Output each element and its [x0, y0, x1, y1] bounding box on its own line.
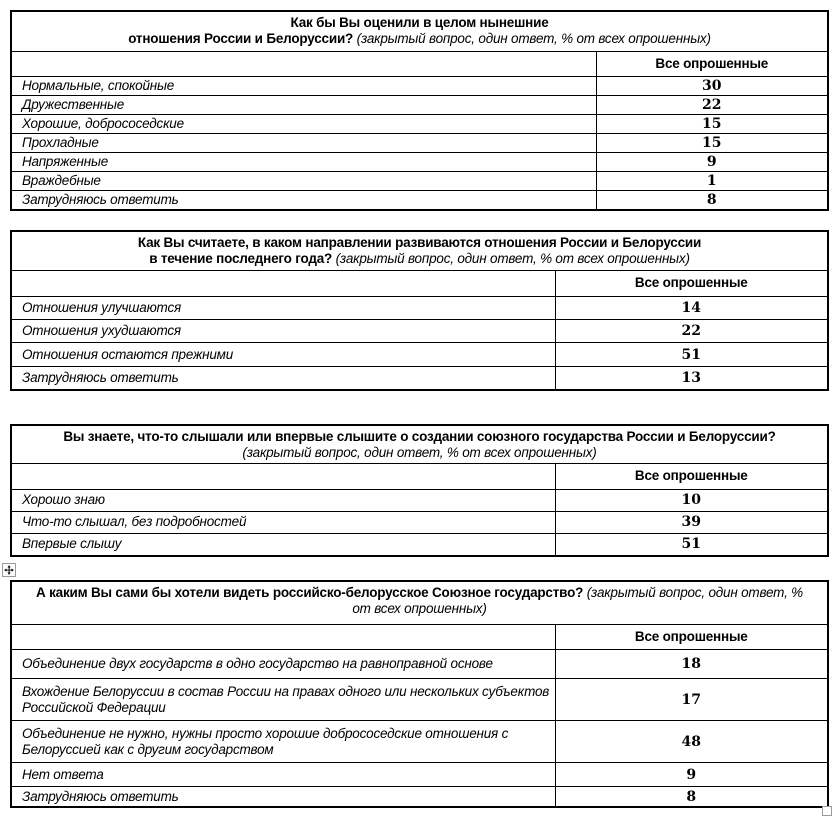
- caption-row: [11, 425, 828, 464]
- column-header-cell[interactable]: [596, 52, 828, 77]
- caption-line: [16, 31, 823, 47]
- table-row: [11, 115, 828, 134]
- answer-option-label: Отношения остаются прежними: [22, 346, 233, 362]
- table-row: [11, 533, 828, 556]
- caption-note-text: от всех опрошенных): [352, 601, 487, 616]
- answer-option-label: Затрудняюсь ответить: [22, 788, 179, 804]
- answer-label-cell[interactable]: [11, 115, 596, 134]
- column-header-label: Все опрошенные: [655, 56, 769, 71]
- table-row: [11, 172, 828, 191]
- caption-note-text: (закрытый вопрос, один ответ, % от всех опрошенных): [353, 31, 711, 46]
- table-caption[interactable]: [11, 425, 828, 464]
- answer-option-label: Дружественные: [22, 97, 125, 112]
- answer-percent-value: 17: [681, 691, 701, 708]
- caption-line: [16, 429, 823, 445]
- table-row: [11, 77, 828, 96]
- table-row: [11, 320, 828, 343]
- empty-header-cell[interactable]: [11, 271, 555, 297]
- answer-option-label: Объединение двух государств в одно государство на равноправной основе: [22, 656, 493, 671]
- caption-line: [16, 15, 823, 31]
- table-row: [11, 511, 828, 533]
- answer-percent-value: 13: [681, 369, 701, 386]
- table-row: [11, 490, 828, 512]
- answer-value-cell[interactable]: [555, 343, 828, 366]
- caption-line: [16, 251, 823, 267]
- answer-percent-value: 15: [702, 135, 722, 151]
- answer-option-label: Затрудняюсь ответить: [22, 192, 179, 207]
- caption-question-text: Вы знаете, что-то слышали или впервые слышите о создании союзного государства России и Белоруссии?: [63, 429, 776, 444]
- answer-option-label: Прохладные: [22, 135, 99, 150]
- answer-label-cell[interactable]: [11, 191, 596, 211]
- answer-value-cell[interactable]: [555, 533, 828, 556]
- answer-percent-value: 18: [681, 656, 701, 672]
- answer-label-cell[interactable]: [11, 134, 596, 153]
- column-header-row: [11, 52, 828, 77]
- table-row: [11, 787, 828, 808]
- answer-label-cell[interactable]: [11, 320, 555, 343]
- table-row: [11, 153, 828, 172]
- answer-label-cell[interactable]: [11, 511, 555, 533]
- answer-percent-value: 10: [681, 492, 701, 509]
- column-header-row: [11, 625, 828, 650]
- answer-option-label: Хорошие, добрососедские: [22, 116, 184, 131]
- column-header-label: Все опрошенные: [634, 275, 748, 290]
- caption-question-text: отношения России и Белоруссии?: [128, 31, 354, 46]
- four-way-arrow-icon: [4, 565, 14, 575]
- table-caption[interactable]: [11, 11, 828, 52]
- answer-label-cell[interactable]: [11, 172, 596, 191]
- answer-option-label: Что-то слышал, без подробностей: [22, 514, 247, 530]
- empty-header-cell[interactable]: [11, 52, 596, 77]
- answer-label-cell[interactable]: [11, 721, 555, 763]
- answer-label-cell[interactable]: [11, 297, 555, 320]
- answer-value-cell[interactable]: [596, 96, 828, 115]
- answer-percent-value: 8: [706, 192, 717, 208]
- answer-option-label: Объединение не нужно, нужны просто хорошие добрососедские отношения с Белоруссией как с другим государством: [22, 725, 509, 757]
- answer-label-cell[interactable]: [11, 650, 555, 679]
- answer-value-cell[interactable]: [555, 679, 828, 721]
- answer-percent-value: 14: [681, 300, 701, 317]
- caption-note-text: (закрытый вопрос, один ответ, %: [583, 585, 803, 600]
- answer-value-cell[interactable]: [596, 172, 828, 191]
- caption-question-text: Как Вы считаете, в каком направлении развиваются отношения России и Белоруссии: [137, 235, 702, 250]
- answer-percent-value: 9: [686, 766, 697, 783]
- answer-value-cell[interactable]: [555, 366, 828, 390]
- table-resize-handle[interactable]: [822, 806, 832, 816]
- answer-percent-value: 22: [681, 323, 701, 340]
- answer-percent-value: 51: [681, 536, 701, 553]
- answer-value-cell[interactable]: [555, 787, 828, 808]
- answer-percent-value: 39: [681, 514, 701, 531]
- caption-question-text: в течение последнего года?: [149, 251, 333, 266]
- answer-value-cell[interactable]: [596, 191, 828, 211]
- answer-value-cell[interactable]: [596, 115, 828, 134]
- answer-option-label: Нормальные, спокойные: [22, 78, 175, 93]
- answer-value-cell[interactable]: [555, 650, 828, 679]
- answer-value-cell[interactable]: [596, 77, 828, 96]
- column-header-row: [11, 271, 828, 297]
- table-caption[interactable]: [11, 581, 828, 625]
- answer-option-label: Враждебные: [22, 173, 101, 188]
- caption-row: [11, 231, 828, 271]
- answer-option-label: Напряженные: [22, 154, 108, 169]
- survey-table-desired-union-state: [10, 580, 829, 808]
- answer-value-cell[interactable]: [555, 320, 828, 343]
- table-row: [11, 366, 828, 390]
- caption-note-text: (закрытый вопрос, один ответ, % от всех опрошенных): [332, 251, 690, 266]
- answer-value-cell[interactable]: [555, 721, 828, 763]
- answer-label-cell[interactable]: [11, 366, 555, 390]
- column-header-cell[interactable]: [555, 464, 828, 490]
- answer-label-cell[interactable]: [11, 787, 555, 808]
- answer-label-cell[interactable]: [11, 77, 596, 96]
- survey-table-current-relations: [10, 10, 829, 211]
- answer-percent-value: 15: [702, 116, 722, 132]
- answer-option-label: Затрудняюсь ответить: [22, 369, 179, 385]
- caption-note-text: (закрытый вопрос, один ответ, % от всех опрошенных): [242, 445, 597, 460]
- caption-row: [11, 11, 828, 52]
- table-row: [11, 650, 828, 679]
- answer-label-cell[interactable]: [11, 343, 555, 366]
- answer-value-cell[interactable]: [596, 153, 828, 172]
- answer-percent-value: 1: [706, 173, 717, 189]
- answer-label-cell[interactable]: [11, 153, 596, 172]
- answer-option-label: Отношения улучшаются: [22, 300, 182, 316]
- answer-percent-value: 22: [702, 97, 722, 113]
- answer-label-cell[interactable]: [11, 679, 555, 721]
- survey-table-union-state-awareness: [10, 424, 829, 557]
- answer-label-cell[interactable]: [11, 763, 555, 787]
- table-row: [11, 96, 828, 115]
- answer-option-label: Отношения ухудшаются: [22, 323, 181, 339]
- column-header-label: Все опрошенные: [634, 468, 748, 483]
- caption-line: [16, 445, 823, 461]
- answer-option-label: Вхождение Белоруссии в состав России на правах одного или нескольких субъектов Российской Федерации: [22, 683, 550, 715]
- answer-value-cell[interactable]: [596, 134, 828, 153]
- caption-question-text: Как бы Вы оценили в целом нынешние: [290, 15, 549, 30]
- table-row: [11, 191, 828, 211]
- caption-question-text: А каким Вы сами бы хотели видеть российско-белорусское Союзное государство?: [36, 585, 584, 600]
- answer-percent-value: 9: [706, 154, 717, 170]
- table-row: [11, 134, 828, 153]
- table-row: [11, 763, 828, 787]
- answer-value-cell[interactable]: [555, 511, 828, 533]
- answer-percent-value: 51: [681, 346, 701, 363]
- answer-percent-value: 8: [686, 788, 697, 805]
- caption-row: [11, 581, 828, 625]
- table-caption[interactable]: [11, 231, 828, 271]
- answer-option-label: Нет ответа: [22, 766, 104, 782]
- answer-option-label: Впервые слышу: [22, 536, 122, 552]
- table-row: [11, 679, 828, 721]
- column-header-cell[interactable]: [555, 271, 828, 297]
- answer-value-cell[interactable]: [555, 490, 828, 512]
- table-row: [11, 721, 828, 763]
- table-row: [11, 297, 828, 320]
- caption-line: [16, 235, 823, 251]
- answer-option-label: Хорошо знаю: [22, 492, 105, 508]
- answer-label-cell[interactable]: [11, 490, 555, 512]
- empty-header-cell[interactable]: [11, 625, 555, 650]
- table-row: [11, 343, 828, 366]
- column-header-label: Все опрошенные: [634, 629, 748, 644]
- empty-header-cell[interactable]: [11, 464, 555, 490]
- survey-table-relations-direction: [10, 230, 829, 391]
- caption-line: [16, 601, 823, 617]
- answer-label-cell[interactable]: [11, 96, 596, 115]
- caption-line: [16, 585, 823, 601]
- column-header-cell[interactable]: [555, 625, 828, 650]
- table-move-handle-icon[interactable]: [2, 563, 16, 577]
- answer-percent-value: 30: [702, 78, 722, 94]
- column-header-row: [11, 464, 828, 490]
- answer-value-cell[interactable]: [555, 763, 828, 787]
- answer-percent-value: 48: [681, 733, 701, 750]
- answer-value-cell[interactable]: [555, 297, 828, 320]
- answer-label-cell[interactable]: [11, 533, 555, 556]
